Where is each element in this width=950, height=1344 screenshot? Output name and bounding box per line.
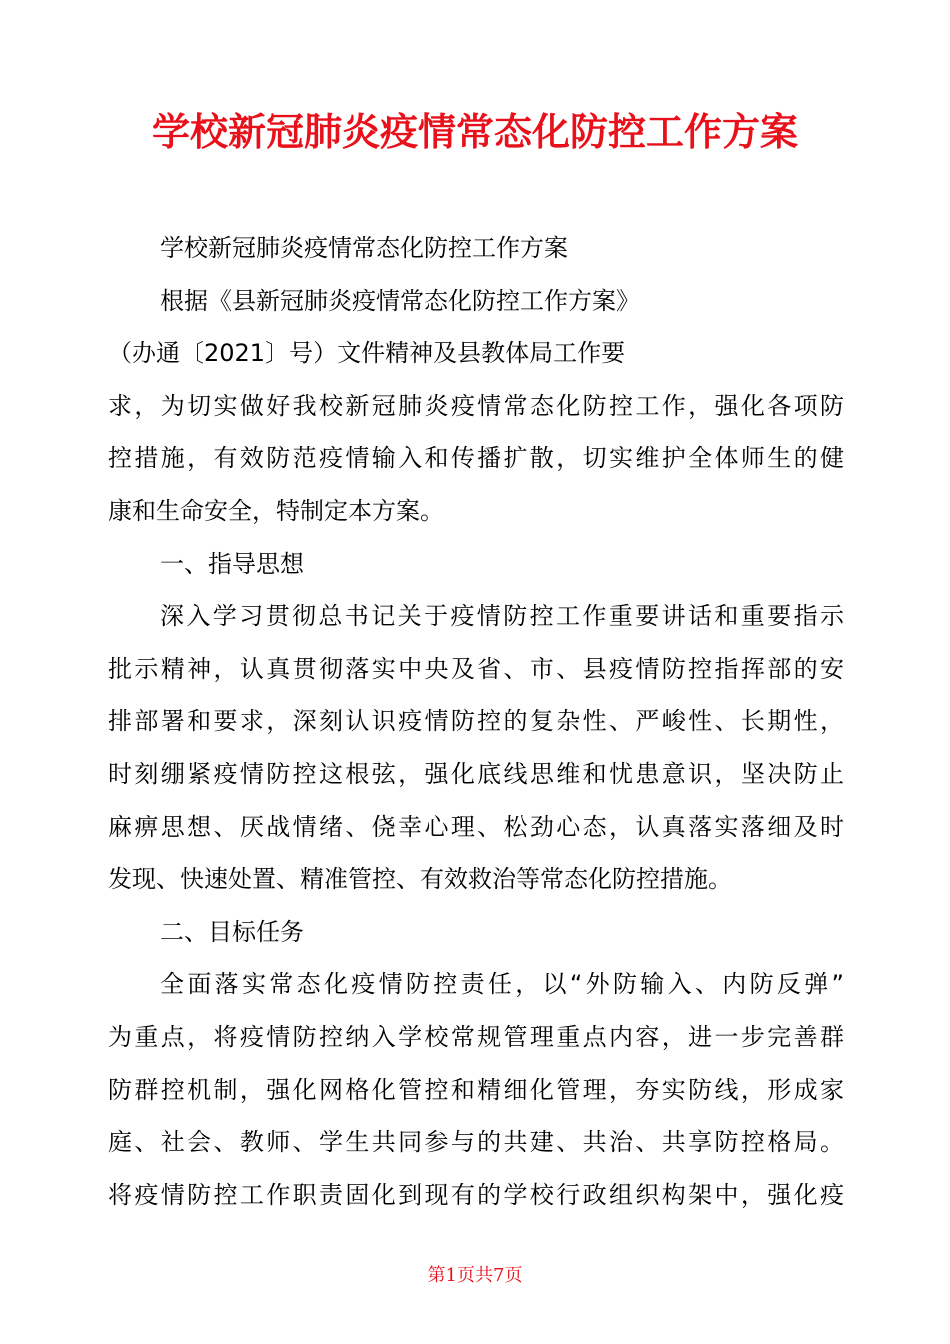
document-body [108, 222, 844, 1221]
text-line: 庭、社会、教师、学生共同参与的共建、共治、共享防控格局。 [108, 1128, 844, 1157]
text-line: 将疫情防控工作职责固化到现有的学校行政组织构架中，强化疫 [108, 1180, 844, 1209]
text-line: 学校新冠肺炎疫情常态化防控工作方案 [160, 234, 568, 262]
page-footer: 第1页共7页 [427, 1265, 523, 1286]
text-line: 求，为切实做好我校新冠肺炎疫情常态化防控工作，强化各项防 [108, 391, 844, 420]
text-line: 麻痹思想、厌战情绪、侥幸心理、松劲心态，认真落实落细及时 [108, 812, 844, 841]
text-line: 为重点，将疫情防控纳入学校常规管理重点内容，进一步完善群 [108, 1022, 844, 1051]
section-heading: 一、指导思想 [160, 549, 304, 578]
document-title: 学校新冠肺炎疫情常态化防控工作方案 [151, 110, 798, 154]
section-heading: 二、目标任务 [160, 917, 304, 946]
text-line: 控措施，有效防范疫情输入和传播扩散，切实维护全体师生的健 [108, 444, 844, 473]
text-line: 深入学习贯彻总书记关于疫情防控工作重要讲话和重要指示 [160, 602, 844, 631]
text-line: 批示精神，认真贯彻落实中央及省、市、县疫情防控指挥部的安 [108, 654, 844, 683]
text-line: （办通〔2021〕号）文件精神及县教体局工作要 [108, 339, 626, 368]
text-line: 防群控机制，强化网格化管控和精细化管理，夯实防线，形成家 [108, 1075, 844, 1104]
text-line: 排部署和要求，深刻认识疫情防控的复杂性、严峻性、长期性， [108, 707, 844, 736]
text-line: 发现、快速处置、精准管控、有效救治等常态化防控措施。 [108, 865, 732, 894]
text-line: 根据《县新冠肺炎疫情常态化防控工作方案》 [160, 286, 640, 315]
text-line: 时刻绷紧疫情防控这根弦，强化底线思维和忧患意识，坚决防止 [108, 759, 844, 788]
text-line: 康和生命安全，特制定本方案。 [108, 496, 444, 525]
text-line: 全面落实常态化疫情防控责任，以“外防输入、内防反弹” [160, 970, 844, 999]
